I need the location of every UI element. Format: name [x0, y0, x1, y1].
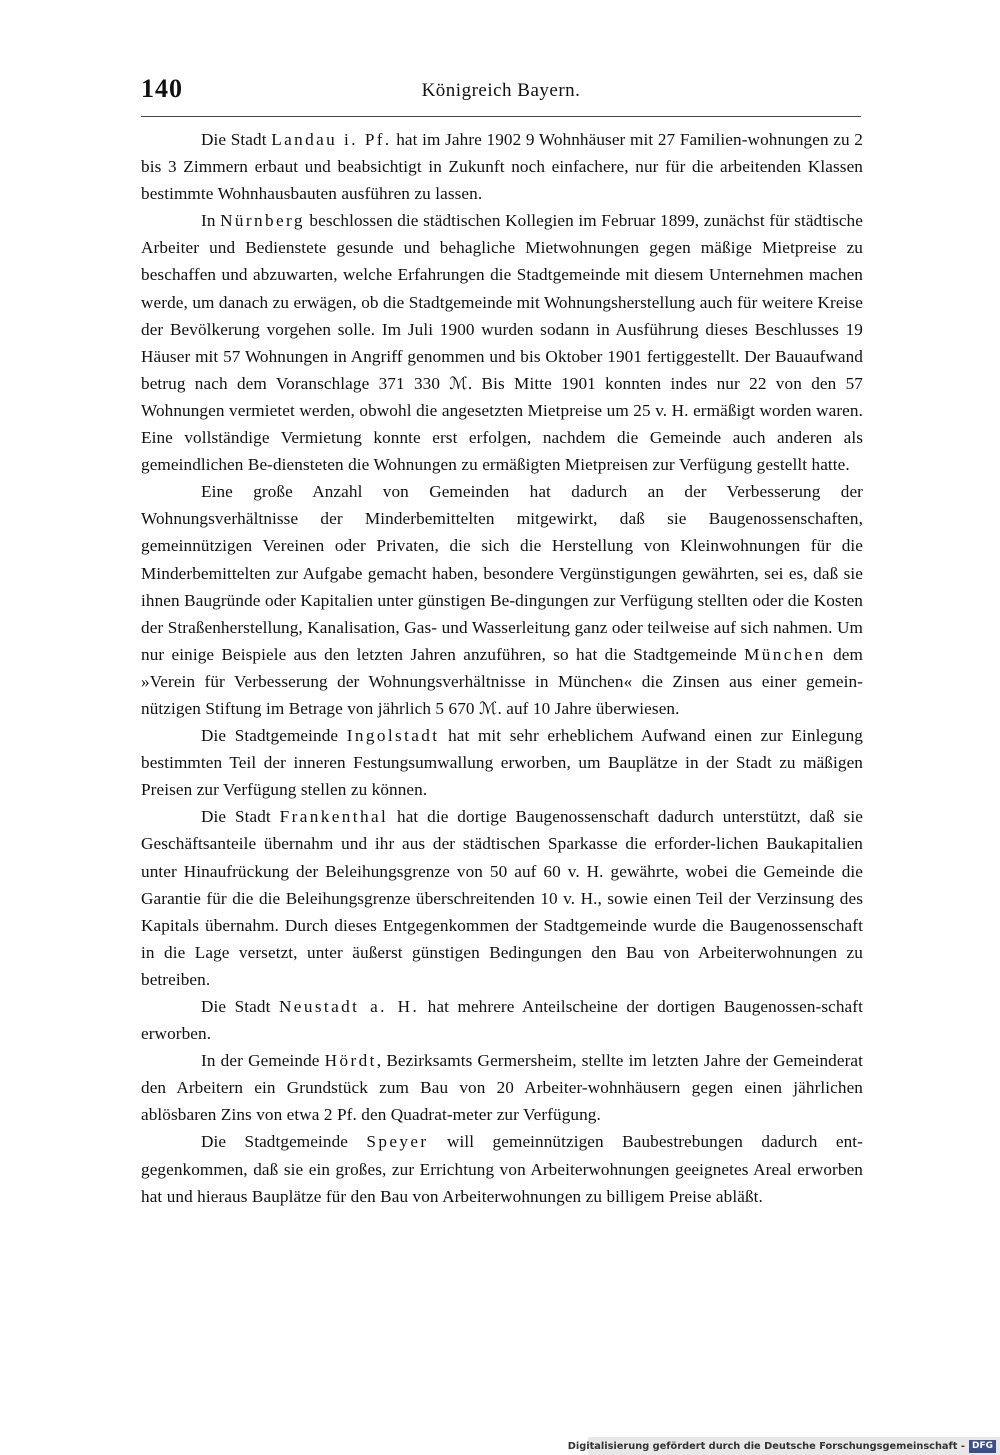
place-name: Hördt: [324, 1051, 377, 1071]
paragraph: [141, 207, 863, 478]
paragraph-text: , Bezirksamts Germersheim, stellte im letzten Jahre der Gemeinderat den Arbeitern ein Grundstück zum Bau von 20 Arbeiter-wohnhäusern gegen einen jährlichen ablösbaren Zins von etwa 2 Pf. den Quadrat-meter zur Verfügung.: [141, 1051, 863, 1125]
paragraph-text: hat die dortige Baugenossenschaft dadurch unterstützt, daß sie Geschäftsanteile übernahm und ihr aus der städtischen Sparkasse die erforder-lichen Baukapitalien unter Hinaufrückung der Beleihungsgrenze von 50 auf 60 v. H. gewährte, wobei die Gemeinde die Garantie für die die Beleihungsgrenze überschreitenden 10 v. H., sowie einen Teil der Verzinsung des Kapitals übernahm. Durch dieses Entgegenkommen der Stadtgemeinde wurde die Baugenossenschaft in die Lage versetzt, unter äußerst günstigen Bedingungen den Bau von Arbeiterwohnungen zu betreiben.: [141, 807, 863, 989]
paragraph: [141, 1128, 863, 1209]
paragraph-text: Die Stadtgemeinde: [201, 1132, 367, 1152]
place-name: Ingolstadt: [346, 726, 440, 746]
place-name: Neustadt a. H.: [278, 997, 420, 1016]
paragraph: [141, 722, 863, 803]
paragraph-text: hat mehrere Anteilscheine der dortigen Baugenossen-schaft erworben.: [141, 997, 863, 1044]
paragraph-text: In der Gemeinde: [201, 1051, 325, 1071]
body-text: [141, 126, 863, 1210]
place-name: München: [744, 644, 826, 664]
digitization-credit-banner: [567, 1437, 1000, 1455]
paragraph-text: Die Stadt: [201, 807, 280, 827]
dfg-logo: DFG: [969, 1440, 996, 1453]
paragraph-text: beschlossen die städtischen Kollegien im Februar 1899, zunächst für städtische Arbeiter und Bedienstete gesunde und behagliche Mietwohnungen gegen mäßige Mietpreise zu beschaffen und abzuwarten, welche Erfahrungen die Stadtgemeinde mit diesem Unternehmen machen werde, um danach zu erwägen, ob die Stadtgemeinde mit Wohnungsherstellung auch für weitere Kreise der Bevölkerung vorgehen solle. Im Juli 1900 wurden sodann in Ausführung dieses Beschlusses 19 Häuser mit 57 Wohnungen in Angriff genommen und bis Oktober 1901 fertiggestellt. Der Bauaufwand betrug nach dem Voranschlage 371 330 ℳ. Bis Mitte 1901 konnten indes nur 22 von den 57 Wohnungen vermietet werden, obwohl die angesetzten Mietpreise um 25 v. H. ermäßigt worden waren. Eine vollständige Vermietung konnte erst erfolgen, nachdem die Gemeinde auch anderen als gemeindlichen Be-diensteten die Wohnungen zu ermäßigten Mietpreisen zur Verfügung gestellt hatte.: [141, 211, 863, 475]
paragraph-text: Die Stadtgemeinde: [201, 726, 347, 746]
page-number: 140: [141, 74, 183, 103]
paragraph-text: hat mit sehr erheblichem Aufwand einen zur Einlegung bestimmten Teil der inneren Festungsumwallung erworben, um Bauplätze in der Stadt zu mäßigen Preisen zur Verfügung stellen zu können.: [141, 726, 863, 800]
paragraph-text: Die Stadt: [201, 130, 272, 149]
paragraph-text: In: [201, 211, 221, 231]
paragraph: [141, 126, 863, 207]
digitization-credit: Digitalisierung gefördert durch die Deutsche Forschungsgemeinschaft -: [567, 1440, 965, 1452]
paragraph: [141, 803, 863, 993]
place-name: Landau i. Pf.: [271, 130, 392, 149]
page-header: [141, 72, 861, 117]
paragraph: [141, 1047, 863, 1128]
place-name: Frankenthal: [279, 807, 389, 827]
paragraph-text: will gemeinnützigen Baubestrebungen dadurch ent-gegenkommen, daß sie ein großes, zur Errichtung von Arbeiterwohnungen geeignetes Areal erworben hat und hieraus Bauplätze für den Bau von Arbeiterwohnungen zu billigem Preise abläßt.: [141, 1132, 864, 1206]
place-name: Speyer: [366, 1132, 429, 1152]
paragraph: [141, 478, 863, 722]
running-head: Königreich Bayern.: [421, 80, 581, 101]
paragraph-text: hat im Jahre 1902 9 Wohnhäuser mit 27 Familien-wohnungen zu 2 bis 3 Zimmern erbaut und beabsichtigt in Zukunft noch einfachere, nur für die arbeitenden Klassen bestimmte Wohnhausbauten ausführen zu lassen.: [141, 130, 864, 204]
paragraph-text: Eine große Anzahl von Gemeinden hat dadurch an der Verbesserung der Wohnungsverhältnisse der Minderbemittelten mitgewirkt, daß sie Baugenossenschaften, gemeinnützigen Vereinen oder Privaten, die sich die Herstellung von Kleinwohnungen für die Minderbemittelten zur Aufgabe gemacht haben, besondere Vergünstigungen gewährten, sei es, daß sie ihnen Baugründe oder Kapitalien unter günstigen Be-dingungen zur Verfügung stellten oder die Kosten der Straßenherstellung, Kanalisation, Gas- und Wasserleitung ganz oder teilweise auf sich nahmen. Um nur einige Beispiele aus den letzten Jahren anzuführen, so hat die Stadtgemeinde: [141, 482, 863, 664]
paragraph-text: dem »Verein für Verbesserung der Wohnungsverhältnisse in München« die Zinsen aus einer gemein-nützigen Stiftung im Betrage von jährlich 5 670 ℳ. auf 10 Jahre überwiesen.: [141, 644, 863, 718]
paragraph-text: Die Stadt: [201, 997, 279, 1016]
place-name: Nürnberg: [220, 211, 305, 231]
paragraph: [141, 993, 863, 1047]
